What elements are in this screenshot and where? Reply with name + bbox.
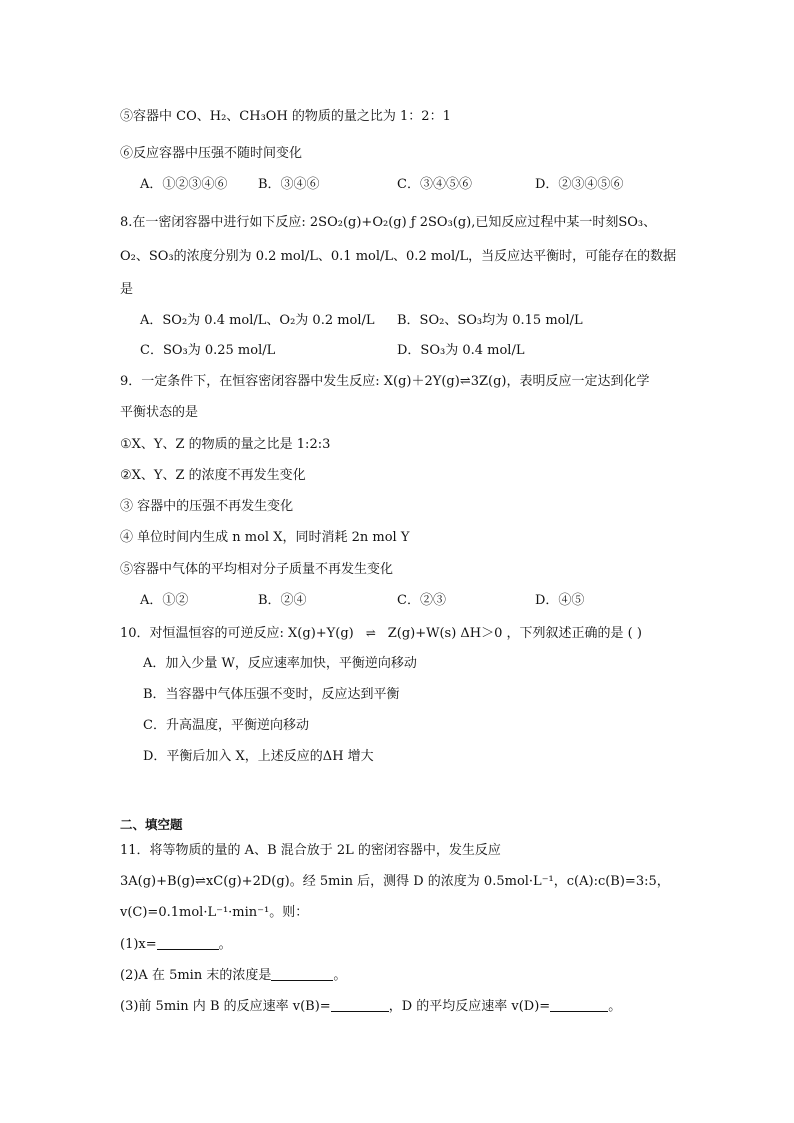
q11-part-3 (120, 998, 621, 1016)
q11-part-2-label: (2)A 在 5min 末的浓度是 (120, 968, 272, 983)
q9-stem-line-2: 平衡状态的是 (120, 405, 199, 420)
q9-option-c: C．②③ (397, 593, 446, 608)
q11-part-1 (120, 936, 232, 954)
q9-option-a: A．①② (140, 593, 189, 608)
q9-stem-line-1: 9．一定条件下，在恒容密闭容器中发生反应: X(g)＋2Y(g)⇌3Z(g)，表明反应一定达到化学 (120, 374, 650, 389)
q10-stem-post: Z(g)+W(s) ΔH＞0 ，下列叙述正确的是 ( ) (387, 626, 642, 641)
q8-stem-line-3: 是 (120, 282, 134, 297)
q9-option-b: B．②④ (258, 593, 307, 608)
q9-item-5: ⑤容器中气体的平均相对分子质量不再发生变化 (120, 562, 394, 577)
section-title: 二、填空题 (120, 817, 183, 832)
answer-blank-x[interactable] (157, 937, 219, 950)
q11-part-3-label: (3)前 5min 内 B 的反应速率 v(B)= (120, 999, 331, 1014)
q10-option-c: C．升高温度，平衡逆向移动 (143, 718, 309, 733)
q11-part-1-label: (1)x= (120, 937, 157, 952)
q11-part-3-mid: ，D 的平均反应速率 v(D)= (388, 999, 551, 1014)
q8-option-d: D．SO₃为 0.4 mol/L (397, 343, 525, 358)
q11-part-2 (120, 967, 346, 985)
q8-option-b: B．SO₂、SO₃均为 0.15 mol/L (397, 313, 583, 328)
equilibrium-arrow-icon: ⇌ (365, 626, 376, 640)
q11-part-3-end: 。 (608, 999, 622, 1014)
q10-option-a: A．加入少量 W，反应速率加快，平衡逆向移动 (143, 656, 417, 671)
q11-part-1-end: 。 (218, 937, 232, 952)
q11-stem-line-3: v(C)=0.1mol·L⁻¹·min⁻¹。则： (120, 905, 309, 920)
q9-item-2: ②X、Y、Z 的浓度不再发生变化 (120, 468, 306, 483)
q8-option-c: C．SO₃为 0.25 mol/L (140, 343, 276, 358)
answer-blank-vd[interactable] (550, 999, 608, 1012)
q9-item-4: ④ 单位时间内生成 n mol X，同时消耗 2n mol Y (120, 530, 410, 545)
q10-stem (120, 624, 642, 643)
q7-item-5: ⑤容器中 CO、H₂、CH₃OH 的物质的量之比为 1：2：1 (120, 109, 451, 124)
q9-option-d: D．④⑤ (535, 593, 585, 608)
q8-stem-line-2: O₂、SO₃的浓度分别为 0.2 mol/L、0.1 mol/L、0.2 mol/L，当反应达平衡时，可能存在的数据 (120, 249, 677, 264)
q10-stem-pre: 10．对恒温恒容的可逆反应: X(g)+Y(g) (120, 626, 354, 641)
q8-stem-line-1: 8.在一密闭容器中进行如下反应: 2SO₂(g)+O₂(g) ƒ 2SO₃(g),已知反应过程中某一时刻SO₃、 (120, 215, 657, 230)
answer-blank-a-concentration[interactable] (271, 968, 333, 981)
answer-blank-vb[interactable] (331, 999, 389, 1012)
q9-item-1: ①X、Y、Z 的物质的量之比是 1:2:3 (120, 437, 331, 452)
q8-option-a: A．SO₂为 0.4 mol/L、O₂为 0.2 mol/L (140, 313, 375, 328)
q11-part-2-end: 。 (333, 968, 347, 983)
q10-option-d: D．平衡后加入 X，上述反应的ΔH 增大 (143, 749, 374, 764)
q11-stem-line-2: 3A(g)+B(g)⇌xC(g)+2D(g)。经 5min 后，测得 D 的浓度为 0.5mol·L⁻¹，c(A):c(B)=3:5， (120, 874, 670, 889)
q10-option-b: B．当容器中气体压强不变时，反应达到平衡 (143, 687, 400, 702)
q7-option-a: A．①②③④⑥ (140, 177, 228, 192)
q11-stem-line-1: 11．将等物质的量的 A、B 混合放于 2L 的密闭容器中，发生反应 (120, 843, 501, 858)
q7-option-b: B．③④⑥ (258, 177, 320, 192)
q7-option-c: C．③④⑤⑥ (397, 177, 472, 192)
q7-item-6: ⑥反应容器中压强不随时间变化 (120, 146, 303, 161)
q7-option-d: D．②③④⑤⑥ (535, 177, 624, 192)
q9-item-3: ③ 容器中的压强不再发生变化 (120, 499, 294, 514)
